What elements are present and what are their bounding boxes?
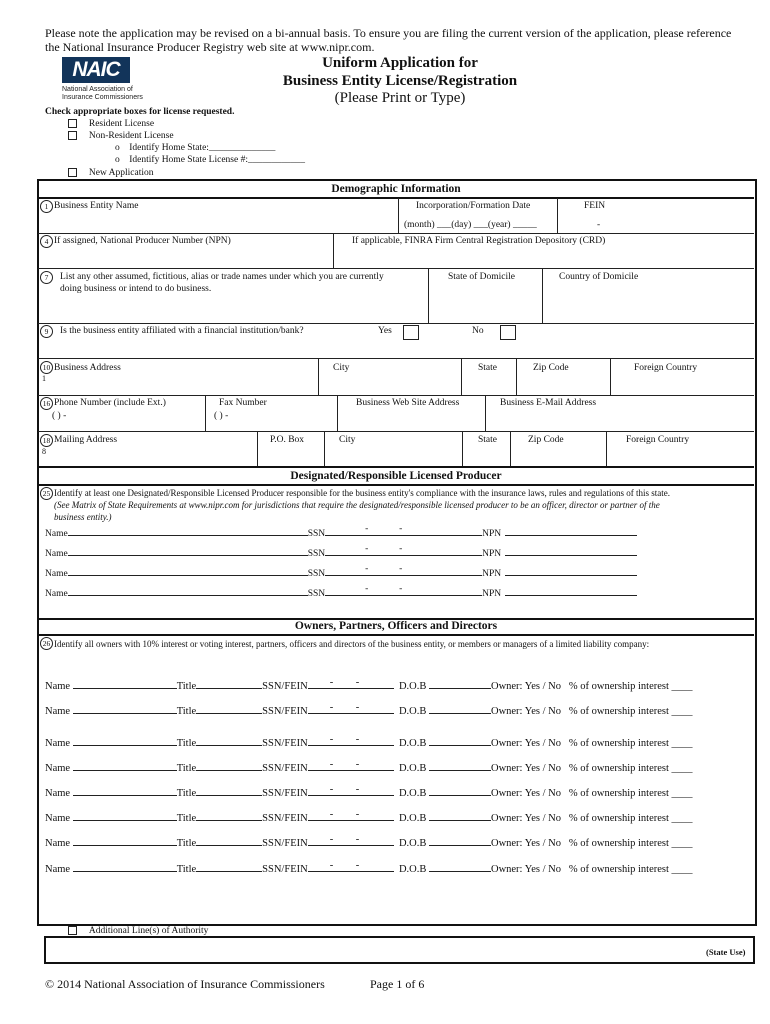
- name-input[interactable]: [73, 736, 177, 746]
- zip-label: Zip Code: [533, 363, 569, 373]
- owner-row: [45, 836, 693, 849]
- state-label: State: [478, 363, 497, 373]
- page-number: Page 1 of 6: [370, 977, 425, 991]
- title-label: Title: [176, 813, 197, 824]
- title-label: Title: [176, 706, 197, 717]
- dob-label: D.O.B: [398, 681, 427, 692]
- form-title-3: (Please Print or Type): [334, 90, 466, 106]
- npn-input[interactable]: [505, 566, 637, 576]
- mailing-foreign-label: Foreign Country: [626, 435, 690, 445]
- resident-label: Resident License: [88, 119, 155, 129]
- yes-label: Yes: [378, 326, 392, 336]
- npn-label: NPN: [482, 529, 502, 539]
- mailing-state-label: State: [478, 435, 497, 445]
- dob-input[interactable]: [429, 836, 491, 846]
- designated-note-2: business entity.): [54, 512, 112, 522]
- title-label: Title: [176, 763, 197, 774]
- title-label: Title: [176, 788, 197, 799]
- home-state-label: Identify Home State:______________: [129, 143, 276, 153]
- title-input[interactable]: [196, 786, 262, 796]
- non-resident-checkbox[interactable]: [68, 131, 77, 140]
- entity-name-label: Business Entity Name: [54, 201, 139, 211]
- ssn-input[interactable]: - -: [325, 586, 482, 596]
- phone-label: Phone Number (include Ext.): [54, 398, 166, 408]
- dob-input[interactable]: [429, 736, 491, 746]
- form-title-2: Business Entity License/Registration: [282, 73, 518, 89]
- ownership-pct[interactable]: % of ownership interest ____: [568, 738, 693, 749]
- ssn-label: SSN: [307, 549, 326, 559]
- title-input[interactable]: [196, 736, 262, 746]
- field-number-10-suffix: 1: [42, 374, 46, 383]
- name-input[interactable]: [73, 761, 177, 771]
- naic-logo: [62, 57, 143, 103]
- resident-option[interactable]: [68, 119, 154, 129]
- logo-line-2: Insurance Commissioners: [62, 94, 143, 101]
- ownership-pct[interactable]: % of ownership interest ____: [568, 864, 693, 875]
- dob-label: D.O.B: [398, 864, 427, 875]
- name-input[interactable]: [73, 811, 177, 821]
- ssn-fein-label: SSN/FEIN: [262, 813, 308, 824]
- business-address-label: Business Address: [54, 363, 121, 373]
- ssn-label: SSN: [307, 569, 326, 579]
- name-label: Name: [45, 788, 71, 799]
- non-resident-option[interactable]: [68, 131, 174, 141]
- dob-label: D.O.B: [398, 813, 427, 824]
- name-label: Name: [45, 738, 71, 749]
- resident-checkbox[interactable]: [68, 119, 77, 128]
- foreign-country-label: Foreign Country: [634, 363, 698, 373]
- name-label: Name: [45, 706, 71, 717]
- owner-row: [45, 679, 693, 692]
- additional-loa-checkbox[interactable]: [68, 926, 77, 935]
- dob-input[interactable]: [429, 704, 491, 714]
- title-input[interactable]: [196, 811, 262, 821]
- new-app-option[interactable]: [68, 168, 154, 178]
- ssn-fein-input[interactable]: - -: [308, 679, 394, 689]
- no-checkbox[interactable]: [500, 325, 516, 340]
- owner-yes-no[interactable]: Owner: Yes / No: [490, 738, 561, 749]
- name-label: Name: [45, 549, 68, 559]
- field-number-18: 18: [40, 434, 53, 447]
- ownership-pct[interactable]: % of ownership interest ____: [568, 813, 693, 824]
- state-use-box: [44, 936, 755, 964]
- owners-instruction: Identify all owners with 10% interest or voting interest, partners, officers and directors of the business entity, or members or managers of a limited liability company:: [54, 639, 650, 649]
- field-number-4: 4: [40, 235, 53, 248]
- owner-yes-no[interactable]: Owner: Yes / No: [490, 681, 561, 692]
- phone-input[interactable]: ( ) -: [52, 411, 67, 421]
- ssn-fein-input[interactable]: - -: [308, 736, 394, 746]
- ssn-fein-input[interactable]: - -: [308, 811, 394, 821]
- dob-input[interactable]: [429, 862, 491, 872]
- name-label: Name: [45, 529, 68, 539]
- city-label: City: [333, 363, 350, 373]
- ssn-input[interactable]: - -: [325, 546, 482, 556]
- designated-row: [45, 566, 637, 579]
- owner-row: [45, 811, 693, 824]
- name-input[interactable]: [73, 704, 177, 714]
- license-heading: Check appropriate boxes for license requested.: [45, 107, 235, 117]
- ssn-label: SSN: [307, 529, 326, 539]
- designated-row: [45, 546, 637, 559]
- owners-heading: Owners, Partners, Officers and Directors: [294, 620, 498, 632]
- dob-input[interactable]: [429, 811, 491, 821]
- additional-loa-option[interactable]: [68, 926, 208, 936]
- ssn-fein-input[interactable]: - -: [308, 786, 394, 796]
- field-number-7: 7: [40, 271, 53, 284]
- state-domicile-label: State of Domicile: [448, 272, 516, 282]
- logo-line-1: National Association of: [62, 86, 133, 93]
- email-label: Business E-Mail Address: [500, 398, 597, 408]
- title-label: Title: [176, 838, 197, 849]
- ssn-fein-label: SSN/FEIN: [262, 763, 308, 774]
- name-input[interactable]: [68, 586, 308, 596]
- dob-label: D.O.B: [398, 788, 427, 799]
- ssn-fein-label: SSN/FEIN: [262, 788, 308, 799]
- name-label: Name: [45, 569, 68, 579]
- ssn-fein-label: SSN/FEIN: [262, 738, 308, 749]
- state-use-label: (State Use): [706, 947, 746, 957]
- field-number-18-suffix: 8: [42, 447, 46, 456]
- dob-label: D.O.B: [398, 738, 427, 749]
- dob-label: D.O.B: [398, 838, 427, 849]
- ownership-pct[interactable]: % of ownership interest ____: [568, 681, 693, 692]
- npn-label: NPN: [482, 569, 502, 579]
- ownership-pct[interactable]: % of ownership interest ____: [568, 763, 693, 774]
- ownership-pct[interactable]: % of ownership interest ____: [568, 788, 693, 799]
- owner-row: [45, 704, 693, 717]
- other-names-label-2: doing business or intend to do business.: [60, 284, 212, 294]
- name-label: Name: [45, 838, 71, 849]
- owner-yes-no[interactable]: Owner: Yes / No: [490, 864, 561, 875]
- ssn-label: SSN: [307, 589, 326, 599]
- mailing-city-label: City: [339, 435, 356, 445]
- bullet-icon: o: [115, 155, 120, 165]
- designated-row: [45, 586, 637, 599]
- mailing-label: Mailing Address: [54, 435, 118, 445]
- field-number-10: 10: [40, 361, 53, 374]
- non-resident-label: Non-Resident License: [88, 131, 174, 141]
- name-input[interactable]: [68, 566, 308, 576]
- title-label: Title: [176, 681, 197, 692]
- owner-yes-no[interactable]: Owner: Yes / No: [490, 763, 561, 774]
- name-label: Name: [45, 813, 71, 824]
- ssn-fein-input[interactable]: - -: [308, 862, 394, 872]
- name-input[interactable]: [73, 679, 177, 689]
- name-input[interactable]: [68, 526, 308, 536]
- name-input[interactable]: [68, 546, 308, 556]
- dob-input[interactable]: [429, 761, 491, 771]
- owner-yes-no[interactable]: Owner: Yes / No: [490, 706, 561, 717]
- name-label: Name: [45, 681, 71, 692]
- home-license-label: Identify Home State License #:____________: [129, 155, 305, 165]
- title-input[interactable]: [196, 679, 262, 689]
- ssn-fein-label: SSN/FEIN: [262, 838, 308, 849]
- ssn-fein-input[interactable]: - -: [308, 836, 394, 846]
- no-label: No: [472, 326, 484, 336]
- npn-input[interactable]: [505, 526, 637, 536]
- ssn-input[interactable]: - -: [325, 526, 482, 536]
- npn-label: NPN: [482, 589, 502, 599]
- home-license-field[interactable]: [115, 155, 305, 165]
- npn-label: NPN: [482, 549, 502, 559]
- title-input[interactable]: [196, 761, 262, 771]
- owner-yes-no[interactable]: Owner: Yes / No: [490, 788, 561, 799]
- notice-text: Please note the application may be revised on a bi-annual basis. To ensure you are filing the current version of the application, please reference the National Insurance Producer Registry web site at www.nipr.com.: [45, 26, 732, 54]
- country-domicile-label: Country of Domicile: [559, 272, 639, 282]
- bullet-icon: o: [115, 143, 120, 153]
- fax-label: Fax Number: [219, 398, 267, 408]
- home-state-field[interactable]: [115, 143, 275, 153]
- npn-input[interactable]: [505, 546, 637, 556]
- ssn-input[interactable]: - -: [325, 566, 482, 576]
- ssn-fein-input[interactable]: - -: [308, 761, 394, 771]
- title-label: Title: [176, 738, 197, 749]
- fein-input[interactable]: -: [597, 220, 601, 230]
- designated-heading: Designated/Responsible Licensed Producer: [290, 470, 502, 482]
- name-input[interactable]: [73, 836, 177, 846]
- ssn-fein-input[interactable]: - -: [308, 704, 394, 714]
- owner-row: [45, 736, 693, 749]
- mailing-zip-label: Zip Code: [528, 435, 564, 445]
- affiliated-label: Is the business entity affiliated with a financial institution/bank?: [60, 326, 304, 336]
- name-label: Name: [45, 763, 71, 774]
- npn-input[interactable]: [505, 586, 637, 596]
- dob-label: D.O.B: [398, 706, 427, 717]
- dob-input[interactable]: [429, 786, 491, 796]
- po-box-label: P.O. Box: [270, 435, 305, 445]
- name-label: Name: [45, 864, 71, 875]
- owner-yes-no[interactable]: Owner: Yes / No: [490, 838, 561, 849]
- designated-instruction: Identify at least one Designated/Responsible Licensed Producer responsible for the business entity's compliance with the insurance laws, rules and regulations of this state.: [54, 488, 670, 498]
- demographic-heading: Demographic Information: [331, 183, 461, 195]
- web-label: Business Web Site Address: [356, 398, 460, 408]
- owner-row: [45, 862, 693, 875]
- title-input[interactable]: [196, 862, 262, 872]
- field-number-16: 16: [40, 397, 53, 410]
- owner-row: [45, 761, 693, 774]
- designated-note-1: (See Matrix of State Requirements at www.nipr.com for jurisdictions that require the designated/responsible licensed producer to be an officer, director or partner of the: [54, 500, 660, 510]
- inc-date-label: Incorporation/Formation Date: [416, 201, 531, 211]
- ssn-fein-label: SSN/FEIN: [262, 681, 308, 692]
- yes-checkbox[interactable]: [403, 325, 419, 340]
- title-label: Title: [176, 864, 197, 875]
- name-input[interactable]: [73, 862, 177, 872]
- fax-input[interactable]: ( ) -: [214, 411, 229, 421]
- title-input[interactable]: [196, 704, 262, 714]
- dob-input[interactable]: [429, 679, 491, 689]
- name-input[interactable]: [73, 786, 177, 796]
- dob-label: D.O.B: [398, 763, 427, 774]
- title-input[interactable]: [196, 836, 262, 846]
- owner-row: [45, 786, 693, 799]
- ssn-fein-label: SSN/FEIN: [262, 864, 308, 875]
- additional-loa-label: Additional Line(s) of Authority: [88, 926, 209, 936]
- other-names-label-1: List any other assumed, fictitious, alias or trade names under which you are currently: [60, 272, 384, 282]
- logo-mark: NAIC: [62, 57, 130, 83]
- field-number-25: 25: [40, 487, 53, 500]
- ownership-pct[interactable]: % of ownership interest ____: [568, 706, 693, 717]
- new-app-label: New Application: [88, 168, 154, 178]
- crd-label: If applicable, FINRA Firm Central Registration Depository (CRD): [352, 236, 606, 246]
- ownership-pct[interactable]: % of ownership interest ____: [568, 838, 693, 849]
- designated-row: [45, 526, 637, 539]
- inc-date-format[interactable]: (month) ___(day) ___(year) _____: [404, 220, 537, 230]
- fein-label: FEIN: [584, 201, 606, 211]
- copyright: © 2014 National Association of Insurance Commissioners: [45, 977, 325, 991]
- owner-yes-no[interactable]: Owner: Yes / No: [490, 813, 561, 824]
- name-label: Name: [45, 589, 68, 599]
- form-title-1: Uniform Application for: [322, 55, 478, 71]
- field-number-1: 1: [40, 200, 53, 213]
- npn-label: If assigned, National Producer Number (NPN): [54, 236, 231, 246]
- ssn-fein-label: SSN/FEIN: [262, 706, 308, 717]
- field-number-26: 26: [40, 637, 53, 650]
- field-number-9: 9: [40, 325, 53, 338]
- new-app-checkbox[interactable]: [68, 168, 77, 177]
